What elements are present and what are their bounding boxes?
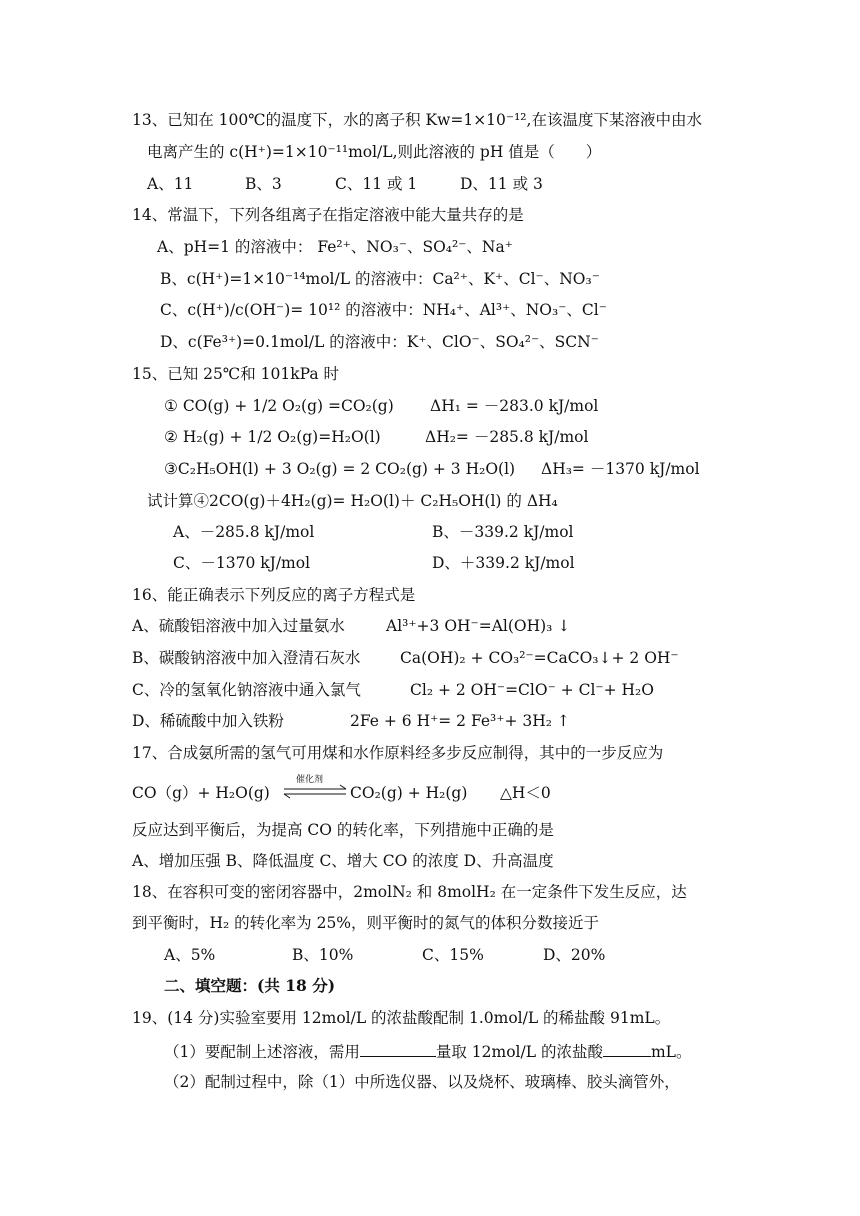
q15-option-a: A、－285.8 kJ/mol [173, 523, 315, 541]
q17-enthalpy: △H＜0 [500, 784, 551, 802]
q13-option-d: D、11 或 3 [460, 175, 543, 193]
q18-option-b: B、10% [292, 946, 354, 964]
q15-enthalpy-2: ΔH₂= －285.8 kJ/mol [425, 428, 589, 446]
q13-line2: 电离产生的 c(H⁺)=1×10⁻¹¹mol/L,则此溶液的 pH 值是（ ） [147, 143, 602, 161]
q17-reactants: CO（g）+ H₂O(g) [132, 784, 270, 802]
q18-option-d: D、20% [543, 946, 606, 964]
q19-part1-text-c: mL。 [650, 1043, 692, 1061]
q19-stem: 19、(14 分)实验室要用 12mol/L 的浓盐酸配制 1.0mol/L 的稀盐酸 91mL。 [132, 1009, 671, 1027]
q18-line1: 18、在容积可变的密闭容器中，2molN₂ 和 8molH₂ 在一定条件下发生反应，达 [132, 883, 687, 901]
q17-options: A、增加压强 B、降低温度 C、增大 CO 的浓度 D、升高温度 [132, 852, 554, 870]
equilibrium-arrow [282, 775, 348, 805]
q16-option-a-equation: Al³⁺+3 OH⁻=Al(OH)₃ ↓ [386, 617, 571, 635]
q17-condition: 反应达到平衡后，为提高 CO 的转化率，下列措施中正确的是 [132, 821, 554, 839]
q18-line2: 到平衡时，H₂ 的转化率为 25%，则平衡时的氮气的体积分数接近于 [132, 914, 600, 932]
q16-stem: 16、能正确表示下列反应的离子方程式是 [132, 586, 416, 604]
q18-option-c: C、15% [422, 946, 484, 964]
q19-part1-text-b: 量取 12mol/L 的浓盐酸 [435, 1043, 603, 1061]
q15-reaction-2: ② H₂(g) + 1/2 O₂(g)=H₂O(l) [164, 428, 381, 446]
q17-products: CO₂(g) + H₂(g) [350, 784, 468, 802]
q19-part1-text-a: （1）要配制上述溶液，需用 [164, 1043, 360, 1061]
q15-option-c: C、－1370 kJ/mol [173, 554, 311, 572]
q14-option-b: B、c(H⁺)=1×10⁻¹⁴mol/L 的溶液中：Ca²⁺、K⁺、Cl⁻、NO₃⁻ [160, 270, 600, 288]
q16-option-d-equation: 2Fe + 6 H⁺= 2 Fe³⁺+ 3H₂ ↑ [350, 712, 570, 730]
q15-reaction-3: ③C₂H₅OH(l) + 3 O₂(g) = 2 CO₂(g) + 3 H₂O(l) [164, 460, 516, 478]
q15-option-d: D、＋339.2 kJ/mol [432, 554, 575, 572]
q13-option-b: B、3 [245, 175, 282, 193]
q13-option-c: C、11 或 1 [335, 175, 418, 193]
reversible-arrow-icon [282, 775, 348, 805]
q18-option-a: A、5% [164, 946, 216, 964]
q16-option-a-text: A、硫酸铝溶液中加入过量氨水 [132, 617, 345, 635]
q15-option-b: B、－339.2 kJ/mol [432, 523, 574, 541]
q15-calc: 试计算④2CO(g)＋4H₂(g)= H₂O(l)＋ C₂H₅OH(l) 的 ΔH₄ [147, 492, 558, 510]
q15-enthalpy-1: ΔH₁ = －283.0 kJ/mol [430, 397, 599, 415]
q13-option-a: A、11 [147, 175, 194, 193]
q16-option-b-equation: Ca(OH)₂ + CO₃²⁻=CaCO₃↓+ 2 OH⁻ [400, 649, 679, 667]
section-heading: 二、填空题：(共 18 分) [164, 976, 336, 995]
q16-option-d-text: D、稀硫酸中加入铁粉 [132, 712, 284, 730]
q14-stem: 14、常温下，下列各组离子在指定溶液中能大量共存的是 [132, 206, 524, 224]
q19-part1 [164, 1040, 691, 1062]
q15-reaction-1: ① CO(g) + 1/2 O₂(g) =CO₂(g) [164, 397, 394, 415]
instrument-answer-blank[interactable] [360, 1040, 436, 1057]
q13-line1: 13、已知在 100℃的温度下，水的离子积 Kw=1×10⁻¹²,在该温度下某溶液中由水 [132, 111, 702, 129]
q16-option-b-text: B、碳酸钠溶液中加入澄清石灰水 [132, 649, 361, 667]
q14-option-d: D、c(Fe³⁺)=0.1mol/L 的溶液中：K⁺、ClO⁻、SO₄²⁻、SCN⁻ [160, 333, 599, 351]
q14-option-c: C、c(H⁺)/c(OH⁻)= 10¹² 的溶液中：NH₄⁺、Al³⁺、NO₃⁻、Cl⁻ [160, 301, 607, 319]
volume-answer-blank[interactable] [603, 1040, 651, 1057]
q15-stem: 15、已知 25℃和 101kPa 时 [132, 365, 340, 383]
q19-part2: （2）配制过程中，除（1）中所选仪器、以及烧杯、玻璃棒、胶头滴管外， [164, 1073, 680, 1091]
q15-enthalpy-3: ΔH₃= －1370 kJ/mol [541, 460, 700, 478]
q14-option-a: A、pH=1 的溶液中： Fe²⁺、NO₃⁻、SO₄²⁻、Na⁺ [157, 238, 513, 256]
q17-stem: 17、合成氨所需的氢气可用煤和水作原料经多步反应制得，其中的一步反应为 [132, 744, 664, 762]
q16-option-c-text: C、冷的氢氧化钠溶液中通入氯气 [132, 681, 361, 699]
q16-option-c-equation: Cl₂ + 2 OH⁻=ClO⁻ + Cl⁻+ H₂O [410, 681, 654, 699]
catalyst-label: 催化剂 [296, 775, 324, 785]
